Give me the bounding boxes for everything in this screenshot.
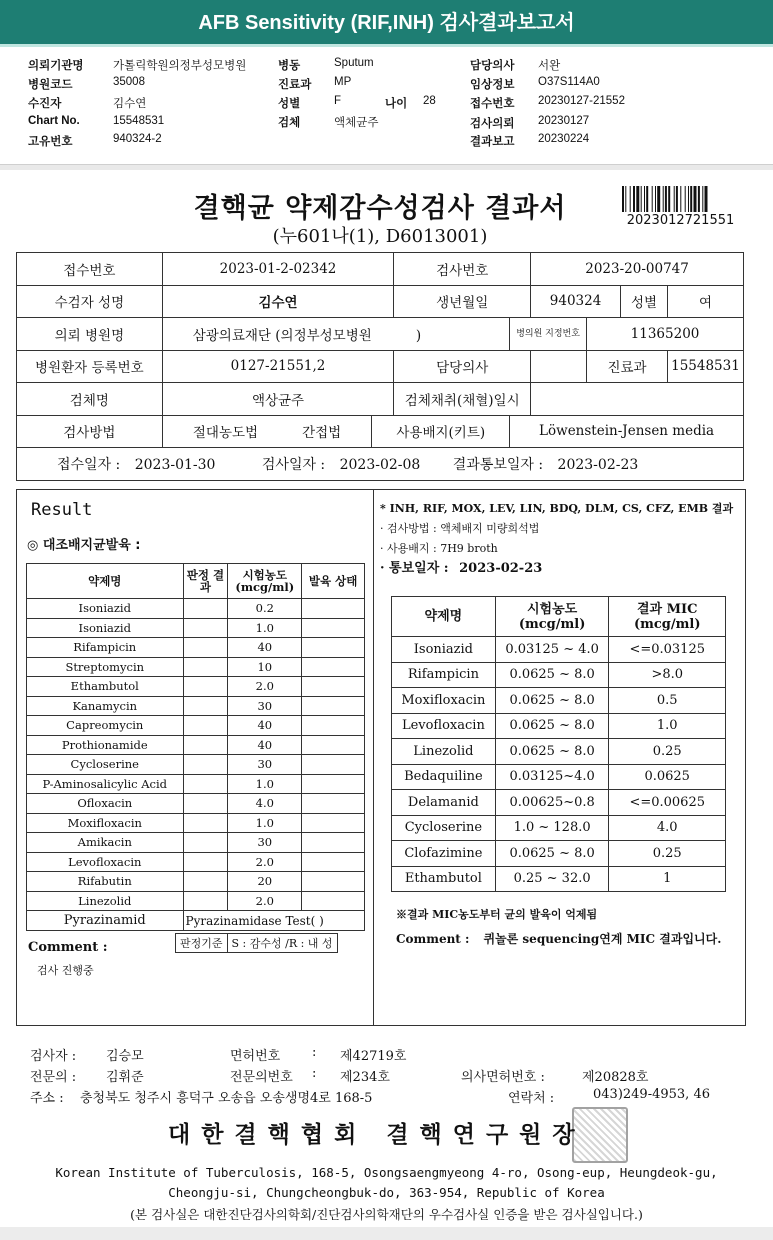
mic-row — [392, 739, 726, 765]
name-label: 수검자 성명 — [17, 285, 163, 318]
barcode-bar — [705, 186, 708, 212]
method-absolute: 절대농도법 — [192, 425, 259, 442]
barcode-bar — [625, 186, 626, 212]
mic-result: 0.5 — [609, 688, 726, 714]
recv-date-value: 2023-01-30 — [134, 456, 216, 473]
barcode-bar — [641, 186, 642, 212]
drug-judge — [183, 872, 228, 892]
drug-growth — [302, 852, 365, 872]
license-value: 제42719호 — [340, 1049, 407, 1064]
barcode-bar — [622, 186, 624, 212]
drug-judge — [183, 813, 228, 833]
hospital-code-label-cell: 병의원 지정번호 — [510, 318, 587, 351]
sex-label: 성별 — [278, 98, 301, 110]
drug-row — [27, 638, 365, 658]
drug-name: Kanamycin — [27, 696, 184, 716]
doctor-label: 담당의사 — [470, 60, 515, 72]
drug-judge — [183, 755, 228, 775]
drug-growth — [302, 696, 365, 716]
request-label: 검사의뢰 — [470, 118, 515, 130]
mic-range: 0.0625 ~ 8.0 — [495, 841, 609, 867]
drug-name: Amikacin — [27, 833, 184, 853]
drug-judge — [183, 638, 228, 658]
report-value: 20230224 — [538, 133, 590, 145]
barcode-number: 2023012721551 — [626, 213, 735, 228]
drug-row — [27, 872, 365, 892]
drug-growth — [302, 755, 365, 775]
dates-row — [17, 448, 744, 481]
drug-name: P-Aminosalicylic Acid — [27, 774, 184, 794]
report-label: 결과보고 — [470, 136, 515, 148]
mic-range: 0.03125~4.0 — [495, 764, 609, 790]
receipt-value: 20230127-21552 — [538, 95, 625, 107]
doc-license-value: 제20828호 — [582, 1070, 649, 1085]
specialist-value: 김휘준 — [106, 1070, 144, 1085]
drug-judge — [183, 774, 228, 794]
barcode-bar — [652, 186, 653, 212]
pza-test: Pyrazinamidase Test( ) — [183, 911, 364, 931]
col-conc: 시험농도 (mcg/ml) — [228, 564, 302, 599]
barcode-bar — [668, 186, 670, 212]
bottom-band — [0, 1227, 773, 1240]
drug-conc: 40 — [228, 638, 302, 658]
barcode-bar — [636, 186, 639, 212]
drug-growth — [302, 618, 365, 638]
address-value: 충청북도 청주시 흥덕구 오송읍 오송생명4로 168-5 — [80, 1091, 373, 1106]
requester-label: 의뢰기관명 — [28, 60, 84, 72]
address-en-line1: Korean Institute of Tuberculosis, 168-5, Osongsaengmyeong 4-ro, Osong-eup, Heungdeok-gu, — [55, 1165, 718, 1180]
license-colon: : — [312, 1045, 317, 1060]
drug-judge — [183, 677, 228, 697]
dept-label: 진료과 — [278, 79, 312, 91]
requester-value: 가톨릭학원의정부성모병원 — [113, 60, 247, 72]
col-judge: 판정 결과 — [183, 564, 228, 599]
drug-judge — [183, 891, 228, 911]
birth-label: 생년월일 — [394, 285, 531, 318]
drug-row — [27, 716, 365, 736]
method-value — [162, 415, 372, 448]
dept-label-cell: 진료과 — [587, 350, 668, 383]
name-value: 김수연 — [162, 285, 394, 318]
certification-note: (본 검사실은 대한진단검사의학회/진단검사의학재단의 우수검사실 인증을 받은 검사실입니다.) — [130, 1207, 643, 1222]
age-label: 나이 — [385, 98, 408, 110]
drug-growth — [302, 657, 365, 677]
ward-value: Sputum — [334, 57, 374, 69]
clinical-value: O37S114A0 — [538, 76, 600, 88]
hospital-name: 삼광의료재단 (의정부성모병원 — [192, 327, 372, 344]
mic-comment-label: Comment : — [396, 932, 470, 946]
mic-result: 0.25 — [609, 841, 726, 867]
reg-no-value: 0127-21551,2 — [162, 350, 394, 383]
drug-row — [27, 794, 365, 814]
control-growth-title: ◎ 대조배지균발육 : — [27, 538, 141, 553]
drug-conc: 0.2 — [228, 599, 302, 619]
mic-notify-label: · 통보일자 : — [380, 561, 449, 576]
criteria-label: 판정기준 — [180, 937, 223, 950]
mic-result: <=0.03125 — [609, 637, 726, 663]
test-date-label: 검사일자 : — [261, 456, 326, 473]
hospital-code-value: 35008 — [113, 76, 145, 88]
doctor-value: 서완 — [538, 60, 561, 72]
drug-conc: 1.0 — [228, 813, 302, 833]
report-title: 결핵균 약제감수성검사 결과서 — [193, 193, 567, 224]
drug-judge — [183, 735, 228, 755]
mic-notify-line — [380, 559, 733, 579]
barcode-bar — [690, 186, 692, 212]
drug-conc: 20 — [228, 872, 302, 892]
mic-note: ※결과 MIC농도부터 균의 발육이 억제됨 — [396, 908, 598, 921]
mic-row — [392, 790, 726, 816]
mic-col-result: 결과 MIC (mcg/ml) — [609, 597, 726, 637]
drug-conc: 2.0 — [228, 677, 302, 697]
license-label: 면허번호 — [230, 1049, 281, 1064]
patient-info-table — [16, 252, 744, 481]
hospital-code-value-cell: 11365200 — [587, 318, 744, 351]
mic-drug: Isoniazid — [392, 637, 496, 663]
mic-media-line: · 사용배지 : 7H9 broth — [380, 542, 498, 555]
drug-row — [27, 891, 365, 911]
mic-row — [392, 815, 726, 841]
drug-judge — [183, 696, 228, 716]
clinical-label: 임상정보 — [470, 79, 515, 91]
drug-conc: 40 — [228, 716, 302, 736]
drug-row — [27, 735, 365, 755]
mic-range: 0.0625 ~ 8.0 — [495, 739, 609, 765]
mic-drug: Rifampicin — [392, 662, 496, 688]
result-panel-right — [374, 489, 746, 1026]
drug-row — [27, 774, 365, 794]
drug-rows — [27, 599, 365, 911]
drug-judge — [183, 833, 228, 853]
barcode-bar — [688, 186, 689, 212]
barcode-bar — [676, 186, 678, 212]
drug-judge — [183, 657, 228, 677]
unique-label: 고유번호 — [28, 136, 73, 148]
mic-row — [392, 713, 726, 739]
barcode-bar — [663, 186, 664, 212]
spec-no-label: 전문의번호 — [230, 1070, 293, 1085]
comment-value-left: 검사 진행중 — [37, 964, 94, 977]
barcode-bar — [644, 186, 645, 212]
drug-judge — [183, 716, 228, 736]
patient-label: 수진자 — [28, 98, 62, 110]
barcode-bar — [698, 186, 700, 212]
drug-row — [27, 813, 365, 833]
mic-method-line: · 검사방법 : 액체배지 미량희석법 — [380, 522, 540, 535]
hospital-close: ) — [415, 327, 422, 344]
drug-growth — [302, 677, 365, 697]
drug-conc: 2.0 — [228, 891, 302, 911]
drug-row — [27, 833, 365, 853]
drug-name: Ethambutol — [27, 677, 184, 697]
comment-label-left: Comment : — [28, 940, 108, 955]
footer — [0, 1040, 773, 1240]
mic-result: >8.0 — [609, 662, 726, 688]
mic-range: 0.25 ~ 32.0 — [495, 866, 609, 892]
criteria-value: S : 감수성 /R : 내 성 — [227, 934, 337, 952]
specimen-label: 검체 — [278, 117, 301, 129]
barcode-bar — [665, 186, 667, 212]
mic-range: 0.03125 ~ 4.0 — [495, 637, 609, 663]
mic-range: 1.0 ~ 128.0 — [495, 815, 609, 841]
drug-name: Ofloxacin — [27, 794, 184, 814]
mic-result: 0.25 — [609, 739, 726, 765]
drug-name: Rifampicin — [27, 638, 184, 658]
hospital-code-label: 병원코드 — [28, 79, 73, 91]
test-no-label: 검사번호 — [394, 253, 531, 286]
col-drug: 약제명 — [27, 564, 184, 599]
drug-growth — [302, 794, 365, 814]
drug-conc: 1.0 — [228, 774, 302, 794]
mic-row — [392, 841, 726, 867]
institute-name: 대한결핵협회 결핵연구원장 — [168, 1121, 586, 1148]
drug-name: Isoniazid — [27, 599, 184, 619]
test-no-value: 2023-20-00747 — [531, 253, 744, 286]
drug-growth — [302, 716, 365, 736]
barcode-bar — [646, 186, 648, 212]
receipt-no-value: 2023-01-2-02342 — [162, 253, 394, 286]
address-label: 주소 : — [30, 1091, 64, 1106]
contact-label: 연락처 : — [508, 1091, 555, 1106]
recv-date-label: 접수일자 : — [57, 456, 121, 473]
drug-growth — [302, 638, 365, 658]
result-title: Result — [31, 500, 93, 520]
barcode-bar — [674, 186, 675, 212]
drug-name: Linezolid — [27, 891, 184, 911]
barcode-bar — [633, 186, 635, 212]
barcode-bar — [655, 186, 656, 212]
chart-value: 15548531 — [113, 115, 165, 127]
mic-drug: Clofazimine — [392, 841, 496, 867]
drug-name: Capreomycin — [27, 716, 184, 736]
test-date-value: 2023-02-08 — [339, 456, 421, 473]
drug-judge — [183, 618, 228, 638]
drug-growth — [302, 833, 365, 853]
drug-name: Cycloserine — [27, 755, 184, 775]
drug-judge — [183, 599, 228, 619]
age-value: 28 — [423, 95, 436, 107]
mic-row — [392, 866, 726, 892]
mic-row — [392, 662, 726, 688]
drug-judge — [183, 852, 228, 872]
mic-drug: Moxifloxacin — [392, 688, 496, 714]
mic-drug: Ethambutol — [392, 866, 496, 892]
barcode — [622, 186, 734, 212]
mic-table — [391, 596, 726, 892]
drug-judge — [183, 794, 228, 814]
unique-value: 940324-2 — [113, 133, 162, 145]
collect-label: 검체채취(채혈)일시 — [394, 383, 531, 416]
sex-value: F — [334, 95, 342, 107]
doc-license-label: 의사면허번호 : — [461, 1070, 545, 1085]
doctor-label-cell: 담당의사 — [394, 350, 531, 383]
barcode-bar — [694, 186, 697, 212]
mic-drug: Cycloserine — [392, 815, 496, 841]
drug-growth — [302, 891, 365, 911]
mic-result: 0.0625 — [609, 764, 726, 790]
birth-value: 940324 — [531, 285, 621, 318]
patient-value: 김수연 — [113, 98, 147, 110]
mic-comment-value: 퀴놀론 sequencing연계 MIC 결과입니다. — [483, 932, 722, 946]
drug-growth — [302, 774, 365, 794]
drug-name: Moxifloxacin — [27, 813, 184, 833]
mic-drug: Bedaquiline — [392, 764, 496, 790]
mic-col-drug: 약제명 — [392, 597, 496, 637]
barcode-bar — [630, 186, 631, 212]
media-label: 사용배지(키트) — [372, 415, 510, 448]
result-panel-left — [16, 489, 374, 1026]
absolute-conc-table — [26, 563, 365, 931]
drug-row — [27, 755, 365, 775]
dept-value: MP — [334, 76, 352, 88]
drug-conc: 30 — [228, 696, 302, 716]
drug-conc: 30 — [228, 833, 302, 853]
drug-name: Levofloxacin — [27, 852, 184, 872]
hospital-label: 의뢰 병원명 — [17, 318, 163, 351]
drug-growth — [302, 599, 365, 619]
mic-result: 1.0 — [609, 713, 726, 739]
method-label: 검사방법 — [17, 415, 163, 448]
col-growth: 발육 상태 — [302, 564, 365, 599]
receipt-no-label: 접수번호 — [17, 253, 163, 286]
mic-col-conc: 시험농도 (mcg/ml) — [495, 597, 609, 637]
mic-range: 0.0625 ~ 8.0 — [495, 662, 609, 688]
sex-label-cell: 성별 — [621, 285, 668, 318]
drug-growth — [302, 872, 365, 892]
pza-drug: Pyrazinamid — [27, 911, 184, 931]
sex-value-cell: 여 — [667, 285, 743, 318]
header-info — [0, 52, 773, 164]
notify-date-value: 2023-02-23 — [557, 456, 639, 473]
criteria-box — [175, 933, 338, 953]
drug-growth — [302, 813, 365, 833]
drug-name: Isoniazid — [27, 618, 184, 638]
drug-conc: 40 — [228, 735, 302, 755]
specimen-name-value: 액상균주 — [162, 383, 394, 416]
tester-label: 검사자 : — [30, 1049, 77, 1064]
drug-row — [27, 657, 365, 677]
doctor-value-cell — [531, 350, 587, 383]
drug-name: Streptomycin — [27, 657, 184, 677]
mic-row — [392, 764, 726, 790]
mic-drugs-line: * INH, RIF, MOX, LEV, LIN, BDQ, DLM, CS, CFZ, EMB 결과 — [380, 502, 734, 515]
drug-name: Rifabutin — [27, 872, 184, 892]
drug-conc: 1.0 — [228, 618, 302, 638]
chart-label: Chart No. — [28, 115, 80, 127]
mic-drug: Delamanid — [392, 790, 496, 816]
header-separator — [0, 164, 773, 170]
specimen-value: 액체균주 — [334, 117, 379, 129]
mic-range: 0.0625 ~ 8.0 — [495, 713, 609, 739]
mic-rows — [392, 637, 726, 892]
mic-row — [392, 688, 726, 714]
mic-range: 0.00625~0.8 — [495, 790, 609, 816]
report-code: (누601나(1), D6013001) — [272, 226, 488, 247]
spec-no-colon: : — [312, 1066, 317, 1081]
drug-row — [27, 599, 365, 619]
contact-value: 043)249-4953, 46 — [593, 1087, 710, 1102]
hospital-value — [162, 318, 509, 351]
request-value: 20230127 — [538, 115, 590, 127]
mic-comment — [396, 930, 721, 947]
address-en-line2: Cheongju-si, Chungcheongbuk-do, 363-954, Republic of Korea — [168, 1185, 605, 1200]
drug-row — [27, 618, 365, 638]
drug-row — [27, 696, 365, 716]
barcode-bar — [702, 186, 703, 212]
method-indirect: 간접법 — [302, 425, 342, 442]
mic-result: 4.0 — [609, 815, 726, 841]
reg-no-label: 병원환자 등록번호 — [17, 350, 163, 383]
mic-method-block — [380, 499, 733, 579]
collect-value — [531, 383, 744, 416]
drug-conc: 10 — [228, 657, 302, 677]
specialist-label: 전문의 : — [30, 1070, 77, 1085]
receipt-label: 접수번호 — [470, 98, 515, 110]
drug-row — [27, 852, 365, 872]
mic-drug: Linezolid — [392, 739, 496, 765]
mic-range: 0.0625 ~ 8.0 — [495, 688, 609, 714]
report-banner-title: AFB Sensitivity (RIF,INH) 검사결과보고서 — [0, 0, 773, 47]
specimen-name-label: 검체명 — [17, 383, 163, 416]
notify-date-label: 결과통보일자 : — [452, 456, 544, 473]
mic-result: <=0.00625 — [609, 790, 726, 816]
drug-growth — [302, 735, 365, 755]
dept-value-cell: 15548531 — [667, 350, 743, 383]
barcode-bar — [685, 186, 686, 212]
mic-drug: Levofloxacin — [392, 713, 496, 739]
mic-result: 1 — [609, 866, 726, 892]
drug-conc: 30 — [228, 755, 302, 775]
drug-conc: 2.0 — [228, 852, 302, 872]
barcode-bar — [680, 186, 681, 212]
drug-row — [27, 677, 365, 697]
ward-label: 병동 — [278, 60, 301, 72]
mic-row — [392, 637, 726, 663]
drug-name: Prothionamide — [27, 735, 184, 755]
drug-conc: 4.0 — [228, 794, 302, 814]
mic-notify-date: 2023-02-23 — [459, 561, 543, 576]
media-value: Löwenstein-Jensen media — [510, 415, 744, 448]
spec-no-value: 제234호 — [340, 1070, 390, 1085]
barcode-bar — [657, 186, 660, 212]
tester-value: 김승모 — [106, 1049, 144, 1064]
